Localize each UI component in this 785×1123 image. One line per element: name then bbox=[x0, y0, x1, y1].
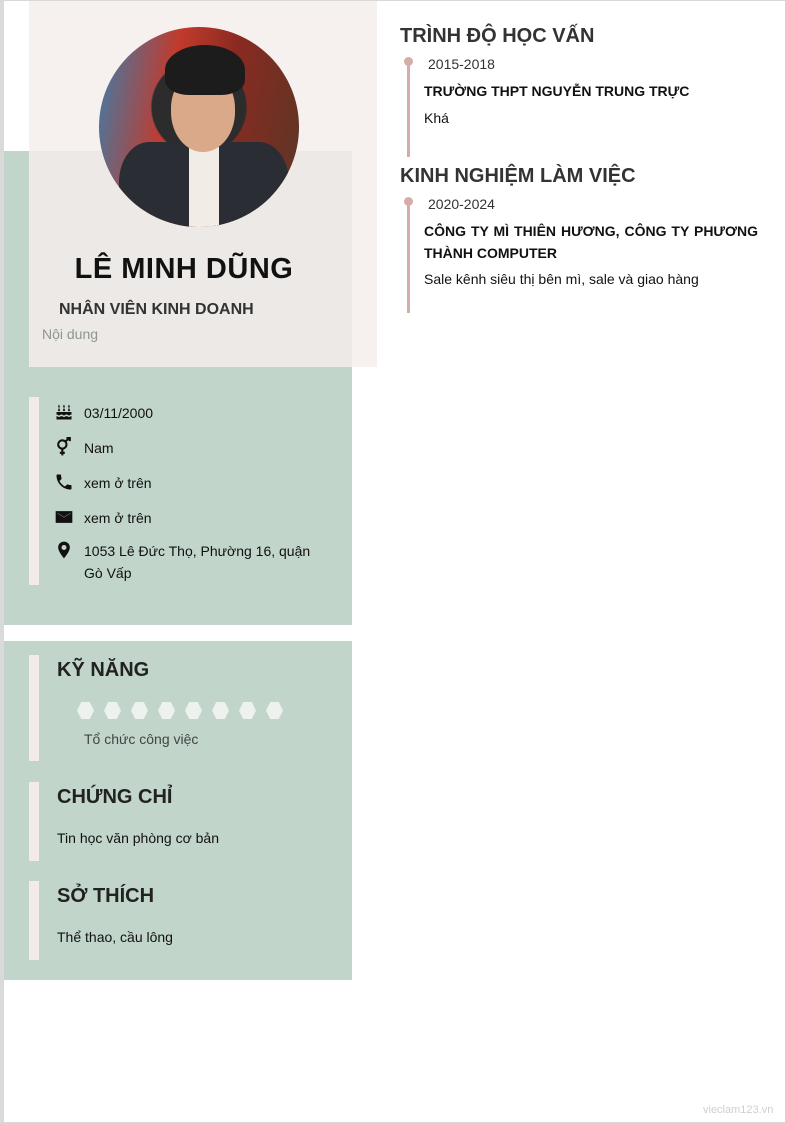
contact-birthday bbox=[54, 402, 324, 424]
experience-period: 2020-2024 bbox=[428, 196, 495, 212]
address-value: 1053 Lê Đức Thọ, Phường 16, quận Gò Vấp bbox=[84, 543, 311, 581]
certificates-text: Tin học văn phòng cơ bản bbox=[57, 830, 219, 846]
skill-name: Tổ chức công việc bbox=[84, 731, 199, 747]
certificates-accent-bar bbox=[29, 782, 39, 861]
skill-rating-hex bbox=[212, 702, 229, 719]
education-period: 2015-2018 bbox=[428, 56, 495, 72]
experience-company: CÔNG TY MÌ THIÊN HƯƠNG, CÔNG TY PHƯƠNG THÀNH COMPUTER bbox=[424, 223, 758, 261]
avatar-hair bbox=[165, 45, 245, 95]
contact-address bbox=[54, 540, 324, 584]
education-timeline-line bbox=[407, 60, 410, 157]
avatar-jacket-left bbox=[119, 142, 194, 227]
birthday-value: 03/11/2000 bbox=[84, 405, 154, 421]
skill-rating-hex bbox=[77, 702, 94, 719]
avatar-jacket-right bbox=[214, 142, 289, 227]
gender-value: Nam bbox=[84, 440, 114, 456]
skill-rating-hex bbox=[185, 702, 202, 719]
avatar-shirt bbox=[189, 147, 219, 227]
experience-timeline-dot bbox=[404, 197, 413, 206]
experience-timeline-line bbox=[407, 200, 410, 313]
experience-heading: KINH NGHIỆM LÀM VIỆC bbox=[400, 165, 636, 187]
certificates-heading: CHỨNG CHỈ bbox=[57, 786, 173, 808]
skill-rating-hex bbox=[104, 702, 121, 719]
education-heading: TRÌNH ĐỘ HỌC VẤN bbox=[400, 25, 595, 47]
skill-rating-hex bbox=[158, 702, 175, 719]
phone-icon bbox=[54, 472, 74, 492]
intro-text: Nội dung bbox=[42, 326, 99, 342]
hobbies-text: Thể thao, cầu lông bbox=[57, 929, 173, 945]
experience-detail: Sale kênh siêu thị bên mì, sale và giao hàng bbox=[424, 271, 699, 287]
birthday-cake-icon bbox=[54, 402, 74, 422]
contact-gender bbox=[54, 437, 324, 459]
skill-rating bbox=[77, 702, 283, 719]
watermark: vieclam123.vn bbox=[703, 1104, 774, 1116]
hobbies-accent-bar bbox=[29, 881, 39, 960]
phone-value: xem ở trên bbox=[84, 475, 152, 491]
email-value: xem ở trên bbox=[84, 510, 152, 526]
skill-rating-hex bbox=[239, 702, 256, 719]
email-icon bbox=[54, 507, 74, 527]
education-school: TRƯỜNG THPT NGUYỄN TRUNG TRỰC bbox=[424, 83, 690, 99]
contact-phone bbox=[54, 472, 324, 494]
skill-rating-hex bbox=[266, 702, 283, 719]
job-title: NHÂN VIÊN KINH DOANH bbox=[59, 301, 254, 318]
candidate-name: LÊ MINH DŨNG bbox=[74, 253, 294, 285]
skills-accent-bar bbox=[29, 655, 39, 761]
skills-heading: KỸ NĂNG bbox=[57, 659, 150, 681]
avatar bbox=[99, 27, 299, 227]
gender-icon bbox=[54, 437, 74, 457]
education-timeline-dot bbox=[404, 57, 413, 66]
contact-email bbox=[54, 507, 324, 529]
skill-rating-hex bbox=[131, 702, 148, 719]
hobbies-heading: SỞ THÍCH bbox=[57, 885, 155, 907]
location-pin-icon bbox=[54, 540, 74, 560]
contact-accent-bar bbox=[29, 397, 39, 585]
education-detail: Khá bbox=[424, 110, 449, 126]
